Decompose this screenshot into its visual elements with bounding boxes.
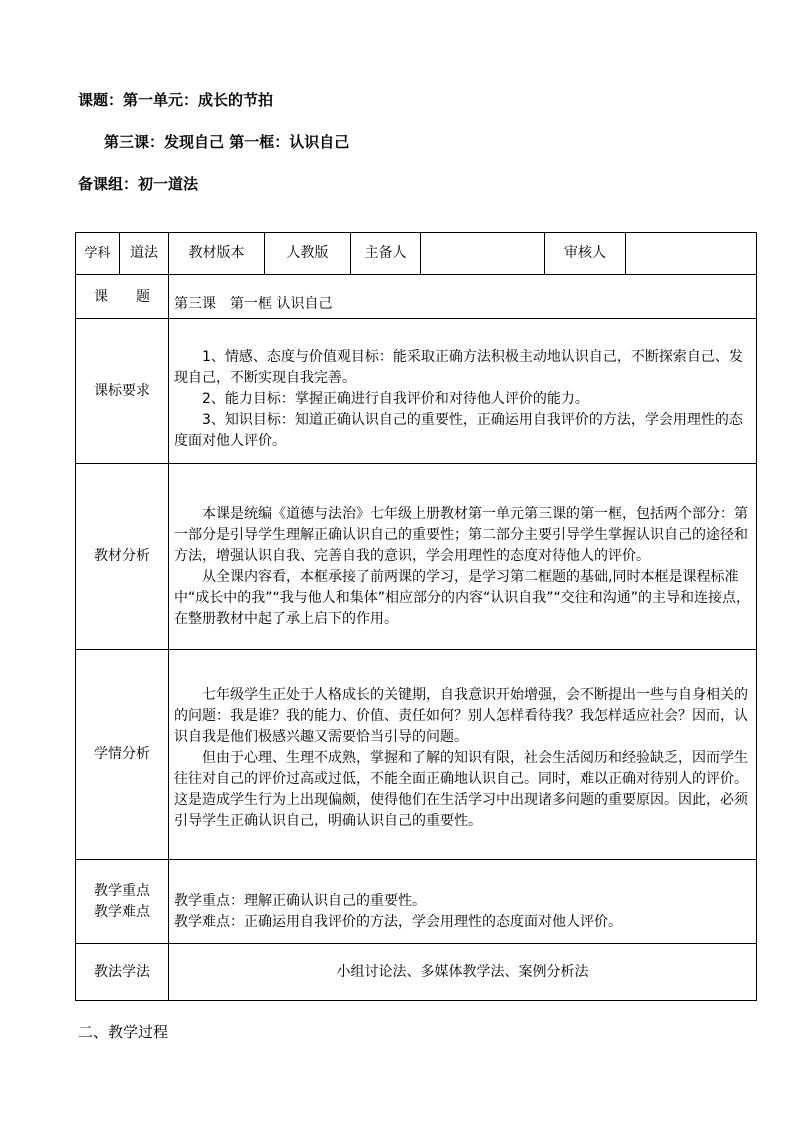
preparer-label: 主备人	[351, 233, 421, 275]
reviewer-value	[626, 233, 757, 275]
material-row	[76, 464, 757, 650]
reviewer-label: 审核人	[545, 233, 626, 275]
students-row	[76, 650, 757, 860]
students-label: 学情分析	[76, 650, 169, 860]
subject-label: 学科	[76, 233, 120, 275]
lesson-row	[76, 275, 757, 319]
edition-value: 人教版	[265, 233, 351, 275]
focus-text: 教学重点：理解正确认识自己的重要性。	[174, 892, 426, 909]
material-label: 教材分析	[76, 464, 169, 650]
subject-value: 道法	[120, 233, 169, 275]
standards-content	[169, 319, 757, 464]
keypoints-row	[76, 860, 757, 944]
focus-label: 教学重点	[94, 882, 150, 899]
material-paragraph: 从全课内容看，本框承接了前两课的学习，是学习第二框题的基础,同时本框是课程标准中“成长中的我”“我与他人和集体”相应部分的内容“认识自我”“交往和沟通”的主导和连接点，在整册教材中起了承上启下的作用。	[174, 568, 751, 627]
difficulty-label: 教学难点	[94, 903, 150, 920]
lesson-label: 课 题	[76, 275, 169, 319]
standards-item: 3、知识目标：知道正确认识自己的重要性，正确运用自我评价的方法，学会用理性的态度面对他人评价。	[174, 411, 743, 449]
methods-row	[76, 944, 757, 1001]
keypoints-content	[169, 860, 757, 944]
lesson-subtitle-heading: 第三课：发现自己 第一框：认识自己	[104, 133, 350, 151]
methods-value: 小组讨论法、多媒体教学法、案例分析法	[169, 944, 757, 1001]
section-heading-teaching-process: 二、教学过程	[78, 1023, 169, 1041]
info-row	[76, 233, 757, 275]
standards-row	[76, 319, 757, 464]
students-content	[169, 650, 757, 860]
methods-label: 教法学法	[76, 944, 169, 1001]
lesson-topic-heading: 课题：第一单元：成长的节拍	[78, 91, 274, 109]
standards-item: 1、情感、态度与价值观目标：能采取正确方法积极主动地认识自己，不断探索自己、发现自己，不断实现自我完善。	[174, 348, 743, 386]
lesson-value: 第三课 第一框 认识自己	[169, 275, 757, 319]
difficulty-text: 教学难点：正确运用自我评价的方法，学会用理性的态度面对他人评价。	[174, 913, 622, 930]
preparer-value	[421, 233, 545, 275]
edition-label: 教材版本	[169, 233, 265, 275]
students-paragraph: 七年级学生正处于人格成长的关键期，自我意识开始增强，会不断提出一些与自身相关的的问题：我是谁？我的能力、价值、责任如何？别人怎样看待我？我怎样适应社会？因而，认识自我是他们极感兴趣又需要恰当引导的问题。	[174, 687, 748, 745]
keypoints-label	[76, 860, 169, 944]
lesson-plan-table	[75, 232, 757, 1001]
material-paragraph: 本课是统编《道德与法治》七年级上册教材第一单元第三课的第一框，包括两个部分：第一部分是引导学生理解正确认识自己的重要性；第二部分主要引导学生掌握认识自己的途径和方法，增强认识自我、完善自我的意识，学会用理性的态度对待他人的评价。	[174, 505, 748, 564]
standards-label: 课标要求	[76, 319, 169, 464]
standards-item: 2、能力目标：掌握正确进行自我评价和对待他人评价的能力。	[202, 390, 589, 407]
prep-group-heading: 备课组：初一道法	[78, 175, 199, 193]
students-paragraph: 但由于心理、生理不成熟，掌握和了解的知识有限，社会生活阅历和经验缺乏，因而学生往往对自己的评价过高或过低，不能全面正确地认识自己。同时，难以正确对待别人的评价。这是造成学生行为上出现偏颇，使得他们在生活学习中出现诸多问题的重要原因。因此，必须引导学生正确认识自己，明确认识自己的重要性。	[174, 750, 748, 829]
material-content	[169, 464, 757, 650]
